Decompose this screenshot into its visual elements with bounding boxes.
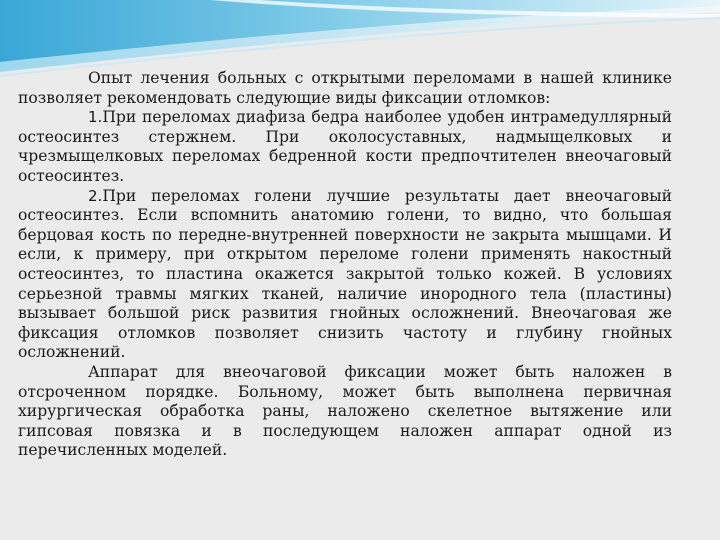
paragraph-text: При переломах голени лучшие результаты дает внеочаговый остеосинтез. Если вспомнить анатомию голени, то видно, что большая берцовая кость по передне-внутренней поверхности не закрыта мышцами. И если, к примеру, при открытом переломе голени применять накостный остеосинтез, то пластина окажется закрытой только кожей. В условиях серьезной травмы мягких тканей, наличие инородного тела (пластины) вызывает большой риск развития гнойных осложнений. Внеочаговая же фиксация отломков позволяет снизить частоту и глубину гнойных осложнений. <box>18 186 672 362</box>
paragraph-conclusion <box>18 363 672 461</box>
paragraph-text: Аппарат для внеочаговой фиксации может быть наложен в отсроченном порядке. Больному, может быть выполнена первичная хирургическая обработка раны, наложено скелетное вытяжение или гипсовая повязка и в последующем наложен аппарат одной из перечисленных моделей. <box>18 362 672 460</box>
paragraph-text: При переломах диафиза бедра наиболее удобен интрамедуллярный остеосинтез стержнем. При околосуставных, надмыщелковых и чрезмыщелковых переломах бедренной кости предпочтителен внеочаговый остеосинтез. <box>18 108 672 185</box>
header-swoosh-decoration <box>0 0 720 80</box>
paragraph-text: Опыт лечения больных с открытыми переломами в нашей клинике позволяет рекомендовать следующие виды фиксации отломков: <box>18 69 672 107</box>
paragraph-item-1 <box>18 108 672 186</box>
paragraph-intro <box>18 69 672 108</box>
paragraph-number: 1. <box>88 108 103 127</box>
body-text <box>18 69 672 461</box>
paragraph-number: 2. <box>88 186 103 205</box>
paragraph-item-2 <box>18 187 672 363</box>
